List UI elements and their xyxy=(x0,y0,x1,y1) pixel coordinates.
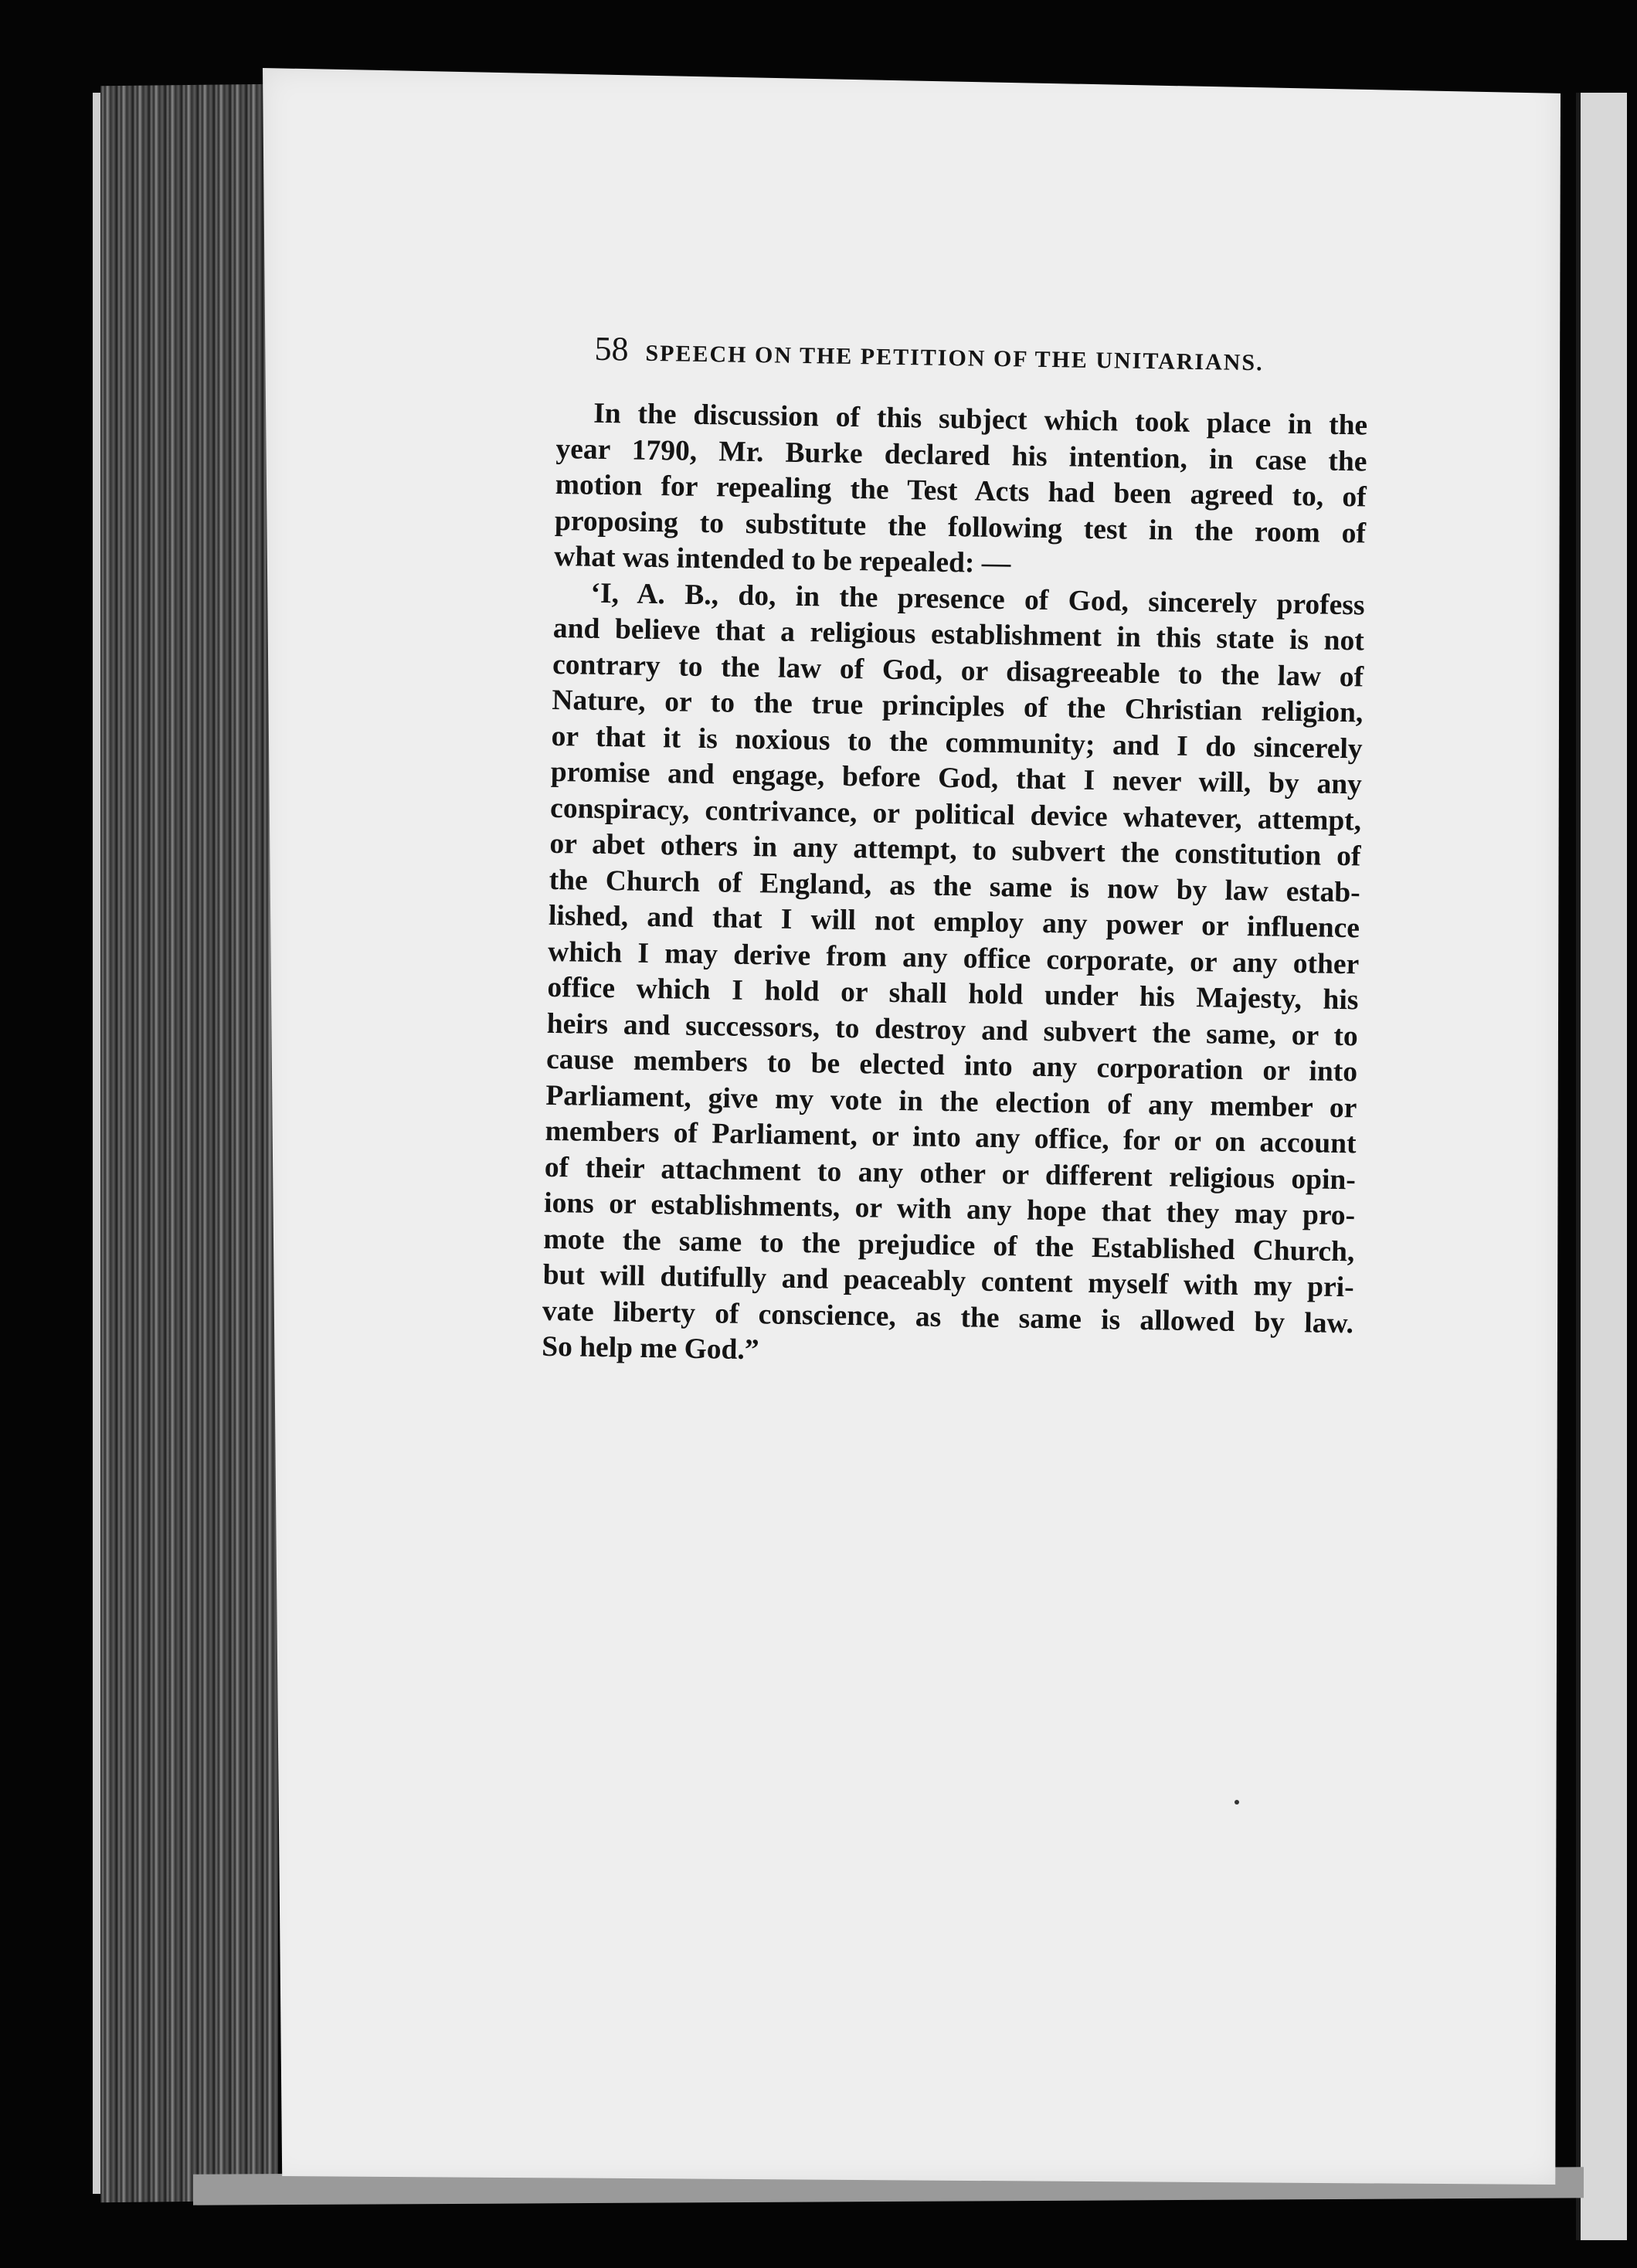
text-line: or that it is noxious to the community; and I do sincerely xyxy=(551,720,1363,765)
text-line: lished, and that I will not employ any power or influence xyxy=(548,899,1360,945)
text-line: vate liberty of conscience, as the same is allowed by law. xyxy=(542,1295,1354,1339)
text-line: So help me God.” xyxy=(541,1330,759,1367)
text-line: year 1790, Mr. Burke declared his intention, in case the xyxy=(555,433,1367,477)
paragraph-test-oath xyxy=(542,575,1365,1377)
paragraph-intro xyxy=(554,396,1368,588)
header-title: SPEECH ON THE PETITION OF THE UNITARIANS. xyxy=(645,340,1264,376)
text-line: or abet others in any attempt, to subvert the constitution of xyxy=(549,827,1361,873)
ink-speck xyxy=(1235,1800,1239,1805)
text-line: cause members to be elected into any corporation or into xyxy=(545,1043,1358,1088)
text-line: and believe that a religious establishment in this state is not xyxy=(552,612,1365,657)
text-line: mote the same to the prejudice of the Established Church, xyxy=(543,1223,1355,1268)
text-line: but will dutifully and peaceably content myself with my pri- xyxy=(542,1258,1354,1304)
page-number: 58 xyxy=(594,329,629,368)
text-line: what was intended to be repealed: — xyxy=(554,540,1011,580)
text-line: office which I hold or shall hold under his Majesty, his xyxy=(547,971,1359,1017)
text-line: which I may derive from any office corporate, or any other xyxy=(548,935,1360,980)
text-line: proposing to substitute the following test in the room of xyxy=(554,504,1367,549)
text-line: heirs and successors, to destroy and subvert the same, or to xyxy=(546,1007,1359,1052)
text-line: motion for repealing the Test Acts had been agreed to, of xyxy=(555,468,1367,514)
text-line: of their attachment to any other or different religious opin- xyxy=(544,1151,1357,1196)
text-line: members of Parliament, or into any office, for or on account xyxy=(545,1115,1357,1160)
text-line: promise and engage, before God, that I never will, by any xyxy=(550,755,1363,801)
page-text xyxy=(542,328,1369,1378)
text-line: ions or establishments, or with any hope that they may pro- xyxy=(543,1187,1356,1232)
text-line: Parliament, give my vote in the election of any member or xyxy=(545,1079,1357,1124)
text-line: In the discussion of this subject which took place in the xyxy=(593,397,1368,442)
text-line: the Church of England, as the same is now by law estab- xyxy=(548,864,1360,908)
text-line: conspiracy, contrivance, or political device whatever, attempt, xyxy=(549,792,1362,837)
text-line: contrary to the law of God, or disagreeable to the law of xyxy=(552,648,1364,693)
text-line: Nature, or to the true principles of the Christian religion, xyxy=(552,684,1364,729)
text-line: ‘I, A. B., do, in the presence of God, sincerely profess xyxy=(590,577,1365,621)
page-edges xyxy=(100,84,278,2202)
facing-page-edge xyxy=(1576,93,1627,2240)
